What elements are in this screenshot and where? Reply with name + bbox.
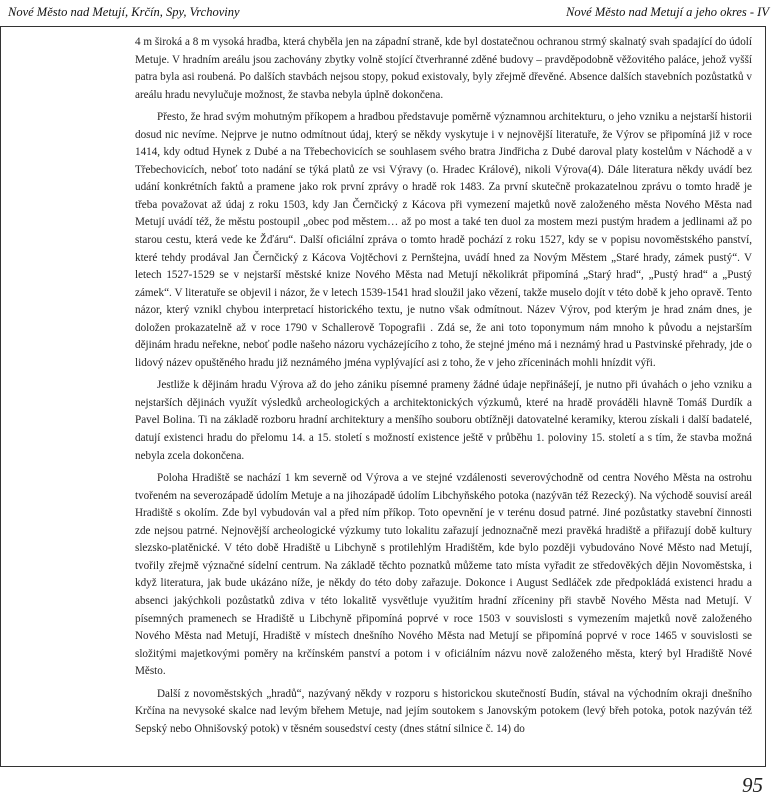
header-left-title: Nové Město nad Metují, Krčín, Spy, Vrchoviny	[8, 5, 240, 19]
paragraph-5: Další z novoměstských „hradů“, nazývaný někdy v rozporu s historickou skutečností Budín, stával na východním okraji dnešního Krčína na nevysoké skalce nad levým břehem Metuje, nad jejím soutokem s Janovským potokem (levý břeh potoka, potok nazýván též Sepský nebo Ohnišovský potok) v těsném sousedství cesty (dnes státní silnice č. 14) do	[135, 687, 752, 735]
header-right-title: Nové Město nad Metují a jeho okres - IV	[566, 5, 769, 19]
paragraph-4: Poloha Hradiště se nachází 1 km severně od Výrova a ve stejné vzdálenosti severovýchodně od centra Nového Města na ostrohu tvořeném na severozápadě údolím Metuje a na jihozápadě údolím Libchyňského potoka (nazývān též Rezecký). Na východě souvisí areál Hradiště s okolím. Zde byl vybudován val a před ním příkop. Toto opevnění je v terénu dosud patrné. Jiné pozůstatky stavební činnosti zde nejsou patrné. Nejnovější archeologické výzkumy tuto lokalitu zařazují jednoznačně mezi pravěká hradiště a přiřazují době kultury slezsko-platěnické. V této době Hradiště u Libchyně s protilehlým Hradištěm, kde bylo později vybudováno Nové Město nad Metují, tvořily zřejmě význačné sídelní centrum. Na základě těchto poznatků můžeme tato místa vyřadit ze středověkých dějin Novoměstska, i když literatura, jak bude ukázáno níže, je někdy do této doby zařazuje. Dokonce i August Sedláček zde předpokládá existenci hradu a absenci jakýchkoli pozůstatků zdiva v této lokalitě vysvětluje využitím hradní zříceniny při stavbě Nového Města nad Metují. V písemných pramenech se Hradiště u Libchyně připomíná poprvé v roce 1503 v souvislosti s vymezením majetků nově založeného Nového Města nad Metují, Hradiště v místech dnešního Nového Města nad Metují se připomíná poprvé v roce 1465 v souvislosti se složitými majetkovými poměry na krčínském panství a potom i v oficiálním názvu nově založeného města, který byl Hradiště Nové Město.	[135, 472, 752, 678]
paragraph-2: Přesto, že hrad svým mohutným příkopem a hradbou představuje poměrně významnou architekturu, o jeho vzniku a nejstarší historii dosud nic nevíme. Nejprve je nutno odmítnout údaj, který se někdy vyskytuje i v nejnovější literatuře, že Výrov se připomíná již v roce 1414, kdy odtud Hynek z Dubé a na Třebechovicích se souhlasem svého bratra Jindřicha z Dubé daroval platy kostelům v Náchodě a v Třebechovicích, neboť toto nadání se týká platů ze vsi Výravy (o. Hradec Králové), nikoli Výrova(4). Dále literatura někdy uvádí bez udání konkrétních faktů a pramene jako rok první zprávy o hradě rok 1483. Za první skutečně prokazatelnou zprávu o tomto hradě je třeba považovat až údaj z roku 1503, kdy Jan Černčický z Kácova při vymezení majetků nově založeného města Nového Města nad Metují uvádí též, že městu postoupil „obec pod městem… až po most a také ten duol za mostem mezi pustým hradem a jedlinami až po starou cestu, která vede ke Žďáru“. Další oficiální zpráva o tomto hradě pochází z roku 1527, kdy se v popisu novoměstského panství, které tehdy prodával Jan Černčický z Kácova Vojtěchovi z Pernštejna, uvádí hned za Novým Městem „Staré hrady, zámek pustý“. V letech 1527-1529 se v nejstarší městské knize Nového Města nad Metují několikrát připomíná „Starý hrad“, „Pustý hrad“ a „Pustý zámek“. V literatuře se objevil i názor, že v letech 1539-1541 hrad sloužil jako vězení, takže muselo dojít v této době k jeho opravě. Tento názor, který vznikl chybou interpretací historického textu, je nutno však odmítnout. Název Výrov, pod kterým je hrad znám dnes, je doložen prokazatelně až v roce 1790 v Schallerově Topografii . Zdá se, že ani toto toponymum nám mnoho k původu a nejstarším dějinám hradu neřekne, neboť podle našeho názoru vycházejícího z toho, že stejné jméno má i neznámý hrad u Pastvinské přehrady, jde o lidový název opuštěného hradu již neznámého jména vyplývající asi z toho, že v jeho zříceninách mohli hnízdit výři.	[135, 111, 752, 369]
paragraph-3: Jestliže k dějinám hradu Výrova až do jeho zániku písemné prameny žádné údaje nepřinášejí, je nutno při úvahách o jeho vzniku a nejstarších dějinách využít výsledků archeologických a architektonických výzkumů, které na hradě prováděli hlavně Tomáš Durdík a Pavel Bolina. Ti na základě rozboru hradní architektury a menšího souboru obtížněji datovatelné keramiky, kterou získali i další badatelé, datují existenci hradu do přelomu 14. a 15. století s možností existence ještě v průběhu 1. poloviny 15. století a s tím, že stavba možná nebyla zcela dokončena.	[135, 379, 752, 462]
paragraph-1: 4 m široká a 8 m vysoká hradba, která chyběla jen na západní straně, kde byl dostatečnou ochranou strmý skalnatý svah spadající do údolí Metuje. V hradním areálu jsou zachovány zbytky volně stojící čtverhranné zděné budovy – pravděpodobně věžovitého paláce, jehož vyšší patra byla asi roubená. Po dalších stavbách nejsou stopy, pokud existovaly, byly zřejmě dřevěné. Absence dalších stavebních pozůstatků v areálu hradu nevylučuje možnost, že stavba nebyla úplně dokončena.	[135, 36, 752, 101]
body-text	[135, 34, 752, 738]
page-number: 95	[742, 773, 763, 797]
running-header	[8, 5, 769, 27]
